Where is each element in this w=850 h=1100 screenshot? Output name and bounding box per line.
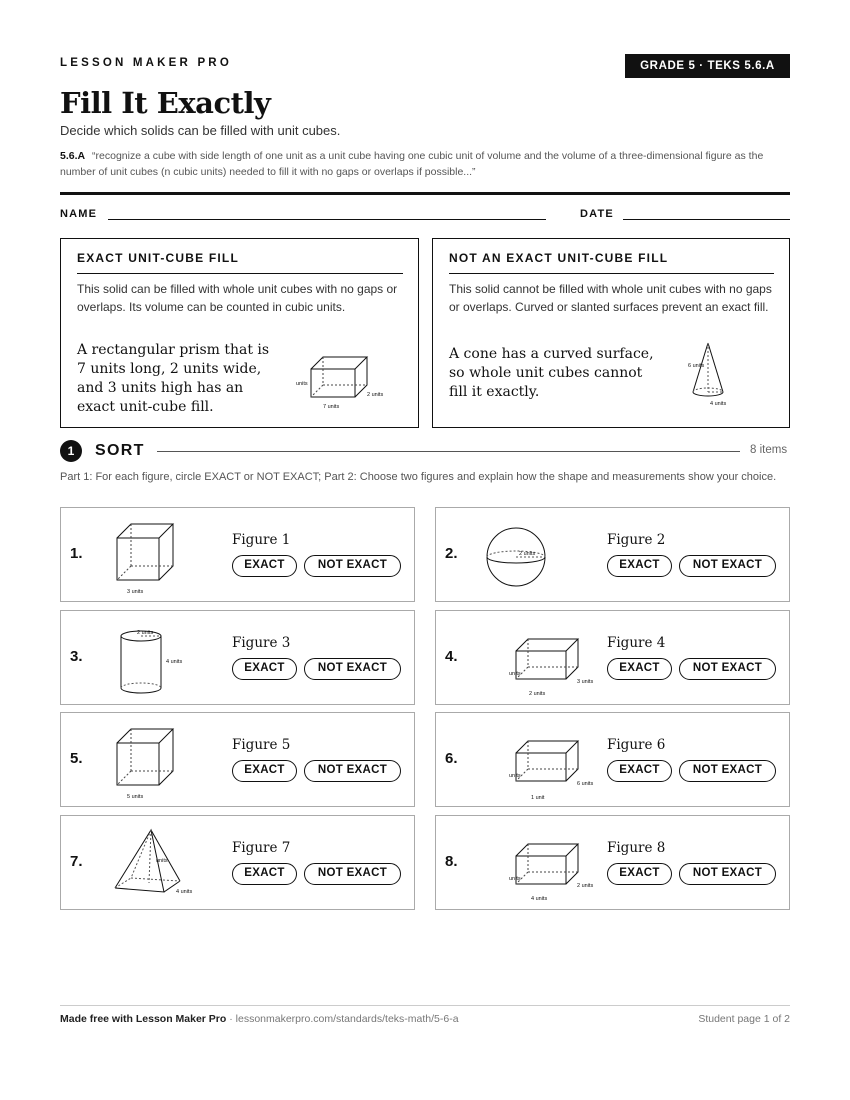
not-exact-choice-button[interactable]: NOT EXACT [679, 658, 776, 680]
figure-cylinder-diagram [101, 613, 231, 703]
prism-width-label: 2 units [577, 883, 594, 889]
brand-name: LESSON MAKER PRO [60, 57, 232, 69]
exact-choice-button[interactable]: EXACT [232, 555, 297, 577]
front-face [117, 538, 159, 580]
top-face [516, 844, 578, 856]
pyramid-height-label: units [156, 858, 168, 864]
figure-label: Figure 7 [232, 840, 291, 856]
exact-heading-rule [77, 273, 403, 274]
side-face [159, 729, 173, 785]
not-exact-heading: NOT AN EXACT UNIT-CUBE FILL [449, 251, 669, 265]
item-number: 4. [445, 648, 458, 665]
cylinder-base-front [121, 688, 161, 693]
page-subtitle: Decide which solids can be filled with unit cubes. [60, 123, 341, 138]
prism-hidden-edge [311, 385, 323, 397]
figure-cube-diagram [101, 510, 231, 600]
pyramid-hidden-edge [131, 878, 180, 881]
prism-height-label: units [509, 876, 521, 882]
sphere-radius-label: 2 units [519, 551, 536, 557]
date-label: DATE [580, 208, 614, 220]
front-face [516, 651, 566, 679]
not-exact-choice-button[interactable]: NOT EXACT [304, 863, 401, 885]
exact-example-text: A rectangular prism that is 7 units long, 2 units wide, and 3 units high has an exact unit-cube fill. [77, 342, 270, 415]
sphere-equator-front [487, 557, 545, 563]
exact-choice-button[interactable]: EXACT [232, 760, 297, 782]
prism-width-label: 6 units [577, 781, 594, 787]
cone-side [708, 343, 723, 392]
figure-prism-diagram [476, 818, 606, 908]
prism-height-label: units [296, 381, 308, 387]
item-number: 6. [445, 750, 458, 767]
item-number: 3. [70, 648, 83, 665]
item-card [60, 712, 415, 807]
cone-diagram [678, 337, 748, 409]
exact-description: This solid can be filled with whole unit cubes with no gaps or overlaps. Its volume can be counted in cubic units. [77, 282, 398, 314]
figure-label: Figure 3 [232, 635, 291, 651]
footer-credit [60, 1013, 459, 1025]
not-exact-description: This solid cannot be filled with whole unit cubes with no gaps or overlaps. Curved or slanted surfaces prevent an exact fill. [449, 282, 772, 314]
not-exact-choice-button[interactable]: NOT EXACT [679, 863, 776, 885]
cylinder-radius-label: 2 units [137, 630, 154, 636]
exact-choice-button[interactable]: EXACT [607, 658, 672, 680]
item-number: 2. [445, 545, 458, 562]
standard-statement [60, 148, 780, 180]
exact-choice-button[interactable]: EXACT [232, 863, 297, 885]
exact-choice-button[interactable]: EXACT [607, 863, 672, 885]
front-face [516, 856, 566, 884]
not-exact-choice-button[interactable]: NOT EXACT [304, 658, 401, 680]
item-card [60, 815, 415, 910]
section-title: SORT [95, 442, 145, 459]
cylinder-height-label: 4 units [166, 659, 183, 665]
item-number: 5. [70, 750, 83, 767]
pyramid-base-label: 4 units [176, 889, 193, 895]
exact-heading: EXACT UNIT-CUBE FILL [77, 251, 239, 265]
top-face [117, 524, 173, 538]
figure-label: Figure 8 [607, 840, 666, 856]
item-number: 8. [445, 853, 458, 870]
not-exact-choice-button[interactable]: NOT EXACT [304, 555, 401, 577]
cylinder-base-back [121, 683, 161, 688]
grade-badge: GRADE 5 · TEKS 5.6.A [625, 54, 790, 78]
header-divider [60, 192, 790, 195]
rectangular-prism-diagram [291, 347, 411, 415]
figure-prism-diagram [476, 715, 606, 805]
not-exact-example-text: A cone has a curved surface, so whole unit cubes cannot fill it exactly. [449, 346, 654, 400]
footer-url[interactable]: · lessonmakerpro.com/standards/teks-math/5-6-a [226, 1013, 459, 1025]
figure-sphere-diagram [476, 510, 606, 600]
item-card [435, 507, 790, 602]
front-face [516, 753, 566, 781]
prism-length-label: 4 units [531, 896, 548, 902]
pyramid-hidden-edge [115, 878, 131, 888]
figure-pyramid-diagram [101, 818, 231, 908]
hidden-edge [117, 771, 131, 785]
pyramid-hidden-edge [131, 830, 151, 878]
item-card [60, 507, 415, 602]
prism-front-face [311, 369, 355, 397]
item-card [435, 610, 790, 705]
footer-divider [60, 1005, 790, 1006]
front-face [117, 743, 159, 785]
exact-choice-button[interactable]: EXACT [232, 658, 297, 680]
exact-choice-button[interactable]: EXACT [607, 760, 672, 782]
standard-code: 5.6.A [60, 150, 86, 162]
item-card [60, 610, 415, 705]
cone-base-front [693, 392, 723, 396]
top-face [516, 639, 578, 651]
item-number: 7. [70, 853, 83, 870]
date-field[interactable] [623, 219, 790, 220]
exact-example-box [60, 238, 419, 428]
prism-height-label: units [509, 671, 521, 677]
sphere-equator-back [487, 551, 545, 557]
section-number: 1 [60, 440, 82, 462]
prism-length-label: 7 units [323, 404, 340, 410]
item-card [435, 815, 790, 910]
cube-side-label: 5 units [127, 794, 144, 800]
prism-width-label: 3 units [577, 679, 594, 685]
name-field[interactable] [108, 219, 546, 220]
footer-page: Student page 1 of 2 [698, 1013, 790, 1025]
not-exact-choice-button[interactable]: NOT EXACT [679, 555, 776, 577]
not-exact-choice-button[interactable]: NOT EXACT [679, 760, 776, 782]
cone-base-label: 4 units [710, 401, 727, 407]
cone-height-label: 6 units [688, 363, 705, 369]
prism-length-label: 2 units [529, 691, 546, 697]
figure-label: Figure 1 [232, 532, 291, 548]
prism-height-label: units [509, 773, 521, 779]
figure-label: Figure 2 [607, 532, 666, 548]
prism-top-face [311, 357, 367, 369]
figure-label: Figure 5 [232, 737, 291, 753]
top-face [516, 741, 578, 753]
standard-text: “recognize a cube with side length of one unit as a unit cube having one cubic unit of volume and the volume of a three-dimensional figure as the number of unit cubes (n cubic units) needed to fill it with no gaps or overlaps if possible...” [60, 150, 764, 178]
section-instructions: Part 1: For each figure, circle EXACT or NOT EXACT; Part 2: Choose two figures and explain how the shape and measurements show your choice. [60, 471, 777, 483]
exact-choice-button[interactable]: EXACT [607, 555, 672, 577]
side-face [159, 524, 173, 580]
top-face [117, 729, 173, 743]
name-label: NAME [60, 208, 98, 220]
page-title: Fill It Exactly [60, 86, 271, 120]
not-exact-choice-button[interactable]: NOT EXACT [304, 760, 401, 782]
not-exact-heading-rule [449, 273, 774, 274]
not-exact-example-box [432, 238, 790, 428]
pyramid-height-line [149, 830, 151, 883]
item-count: 8 items [750, 444, 788, 456]
hidden-edge [117, 566, 131, 580]
figure-label: Figure 6 [607, 737, 666, 753]
prism-length-label: 1 unit [531, 795, 545, 801]
figure-cube-diagram [101, 715, 231, 805]
figure-label: Figure 4 [607, 635, 666, 651]
footer-made: Made free with Lesson Maker Pro [60, 1013, 227, 1025]
pyramid-edge [151, 830, 180, 881]
section-rule [157, 451, 740, 452]
item-number: 1. [70, 545, 83, 562]
prism-width-label: 2 units [367, 392, 384, 398]
figure-prism-diagram [476, 613, 606, 703]
cube-side-label: 3 units [127, 589, 144, 595]
item-card [435, 712, 790, 807]
